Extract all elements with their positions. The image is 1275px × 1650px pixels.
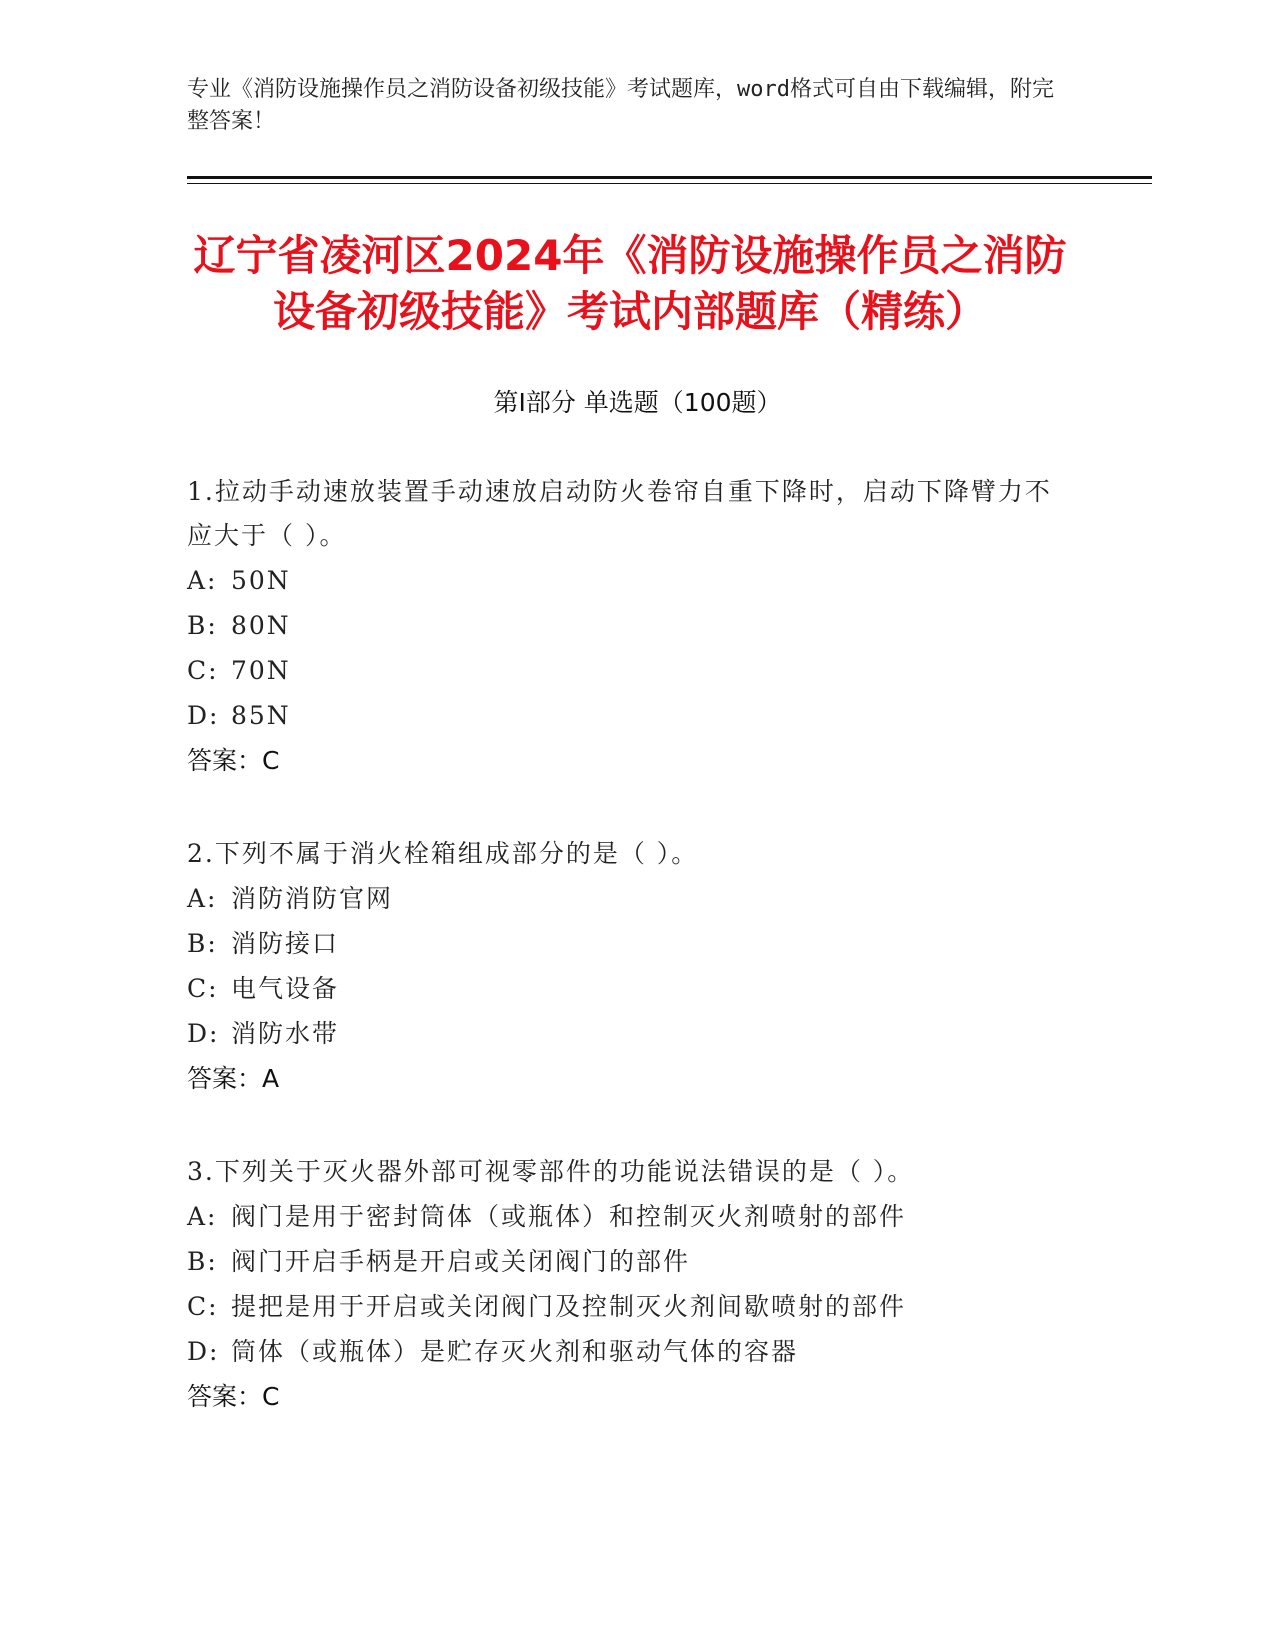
option-a	[187, 1194, 1067, 1239]
option-text: 消防接口	[231, 929, 340, 958]
option-b	[187, 1239, 1067, 1284]
option-d	[187, 693, 1067, 738]
option-key: D:	[187, 1337, 220, 1366]
option-c	[187, 1284, 1067, 1329]
option-text: 筒体（或瓶体）是贮存灭火剂和驱动气体的容器	[231, 1337, 799, 1366]
option-text: 电气设备	[231, 974, 340, 1003]
option-b	[187, 921, 1067, 966]
question-1	[187, 470, 1067, 783]
option-text: 85N	[231, 701, 291, 730]
section-heading: 第Ⅰ部分 单选题（100题）	[493, 388, 782, 417]
document-title: 辽宁省凌河区2024年《消防设施操作员之消防设备初级技能》考试内部题库（精练）	[193, 231, 1067, 336]
header-divider-thick	[187, 176, 1152, 179]
option-key: B:	[187, 611, 218, 640]
answer: 答案：C	[187, 1382, 280, 1411]
option-c	[187, 648, 1067, 693]
option-key: A:	[187, 1202, 218, 1231]
answer: 答案：A	[187, 1064, 280, 1093]
question-3	[187, 1150, 1067, 1419]
option-text: 70N	[231, 656, 291, 685]
option-text: 消防消防官网	[231, 884, 394, 913]
option-key: A:	[187, 884, 218, 913]
option-key: D:	[187, 1019, 220, 1048]
header-note: 专业《消防设施操作员之消防设备初级技能》考试题库，word格式可自由下载编辑，附完整答案！	[187, 77, 1054, 134]
option-text: 50N	[231, 566, 291, 595]
answer: 答案：C	[187, 746, 280, 775]
option-key: B:	[187, 929, 218, 958]
question-stem: 3.下列关于灭火器外部可视零部件的功能说法错误的是（ ）。	[187, 1157, 915, 1186]
option-text: 消防水带	[231, 1019, 340, 1048]
option-key: C:	[187, 974, 219, 1003]
question-stem: 2.下列不属于消火栓箱组成部分的是（ ）。	[187, 839, 699, 868]
option-key: C:	[187, 656, 219, 685]
option-b	[187, 603, 1067, 648]
option-key: B:	[187, 1247, 218, 1276]
option-a	[187, 558, 1067, 603]
option-d	[187, 1011, 1067, 1056]
header-divider-thin	[187, 183, 1152, 184]
option-text: 提把是用于开启或关闭阀门及控制灭火剂间歇喷射的部件	[231, 1292, 907, 1321]
option-key: A:	[187, 566, 218, 595]
option-a	[187, 876, 1067, 921]
question-stem: 1.拉动手动速放装置手动速放启动防火卷帘自重下降时，启动下降臂力不应大于（ ）。	[187, 477, 1052, 550]
option-d	[187, 1329, 1067, 1374]
option-key: D:	[187, 701, 220, 730]
option-text: 阀门开启手柄是开启或关闭阀门的部件	[231, 1247, 691, 1276]
question-2	[187, 832, 1067, 1101]
option-text: 阀门是用于密封筒体（或瓶体）和控制灭火剂喷射的部件	[231, 1202, 907, 1231]
option-key: C:	[187, 1292, 219, 1321]
option-c	[187, 966, 1067, 1011]
option-text: 80N	[231, 611, 291, 640]
